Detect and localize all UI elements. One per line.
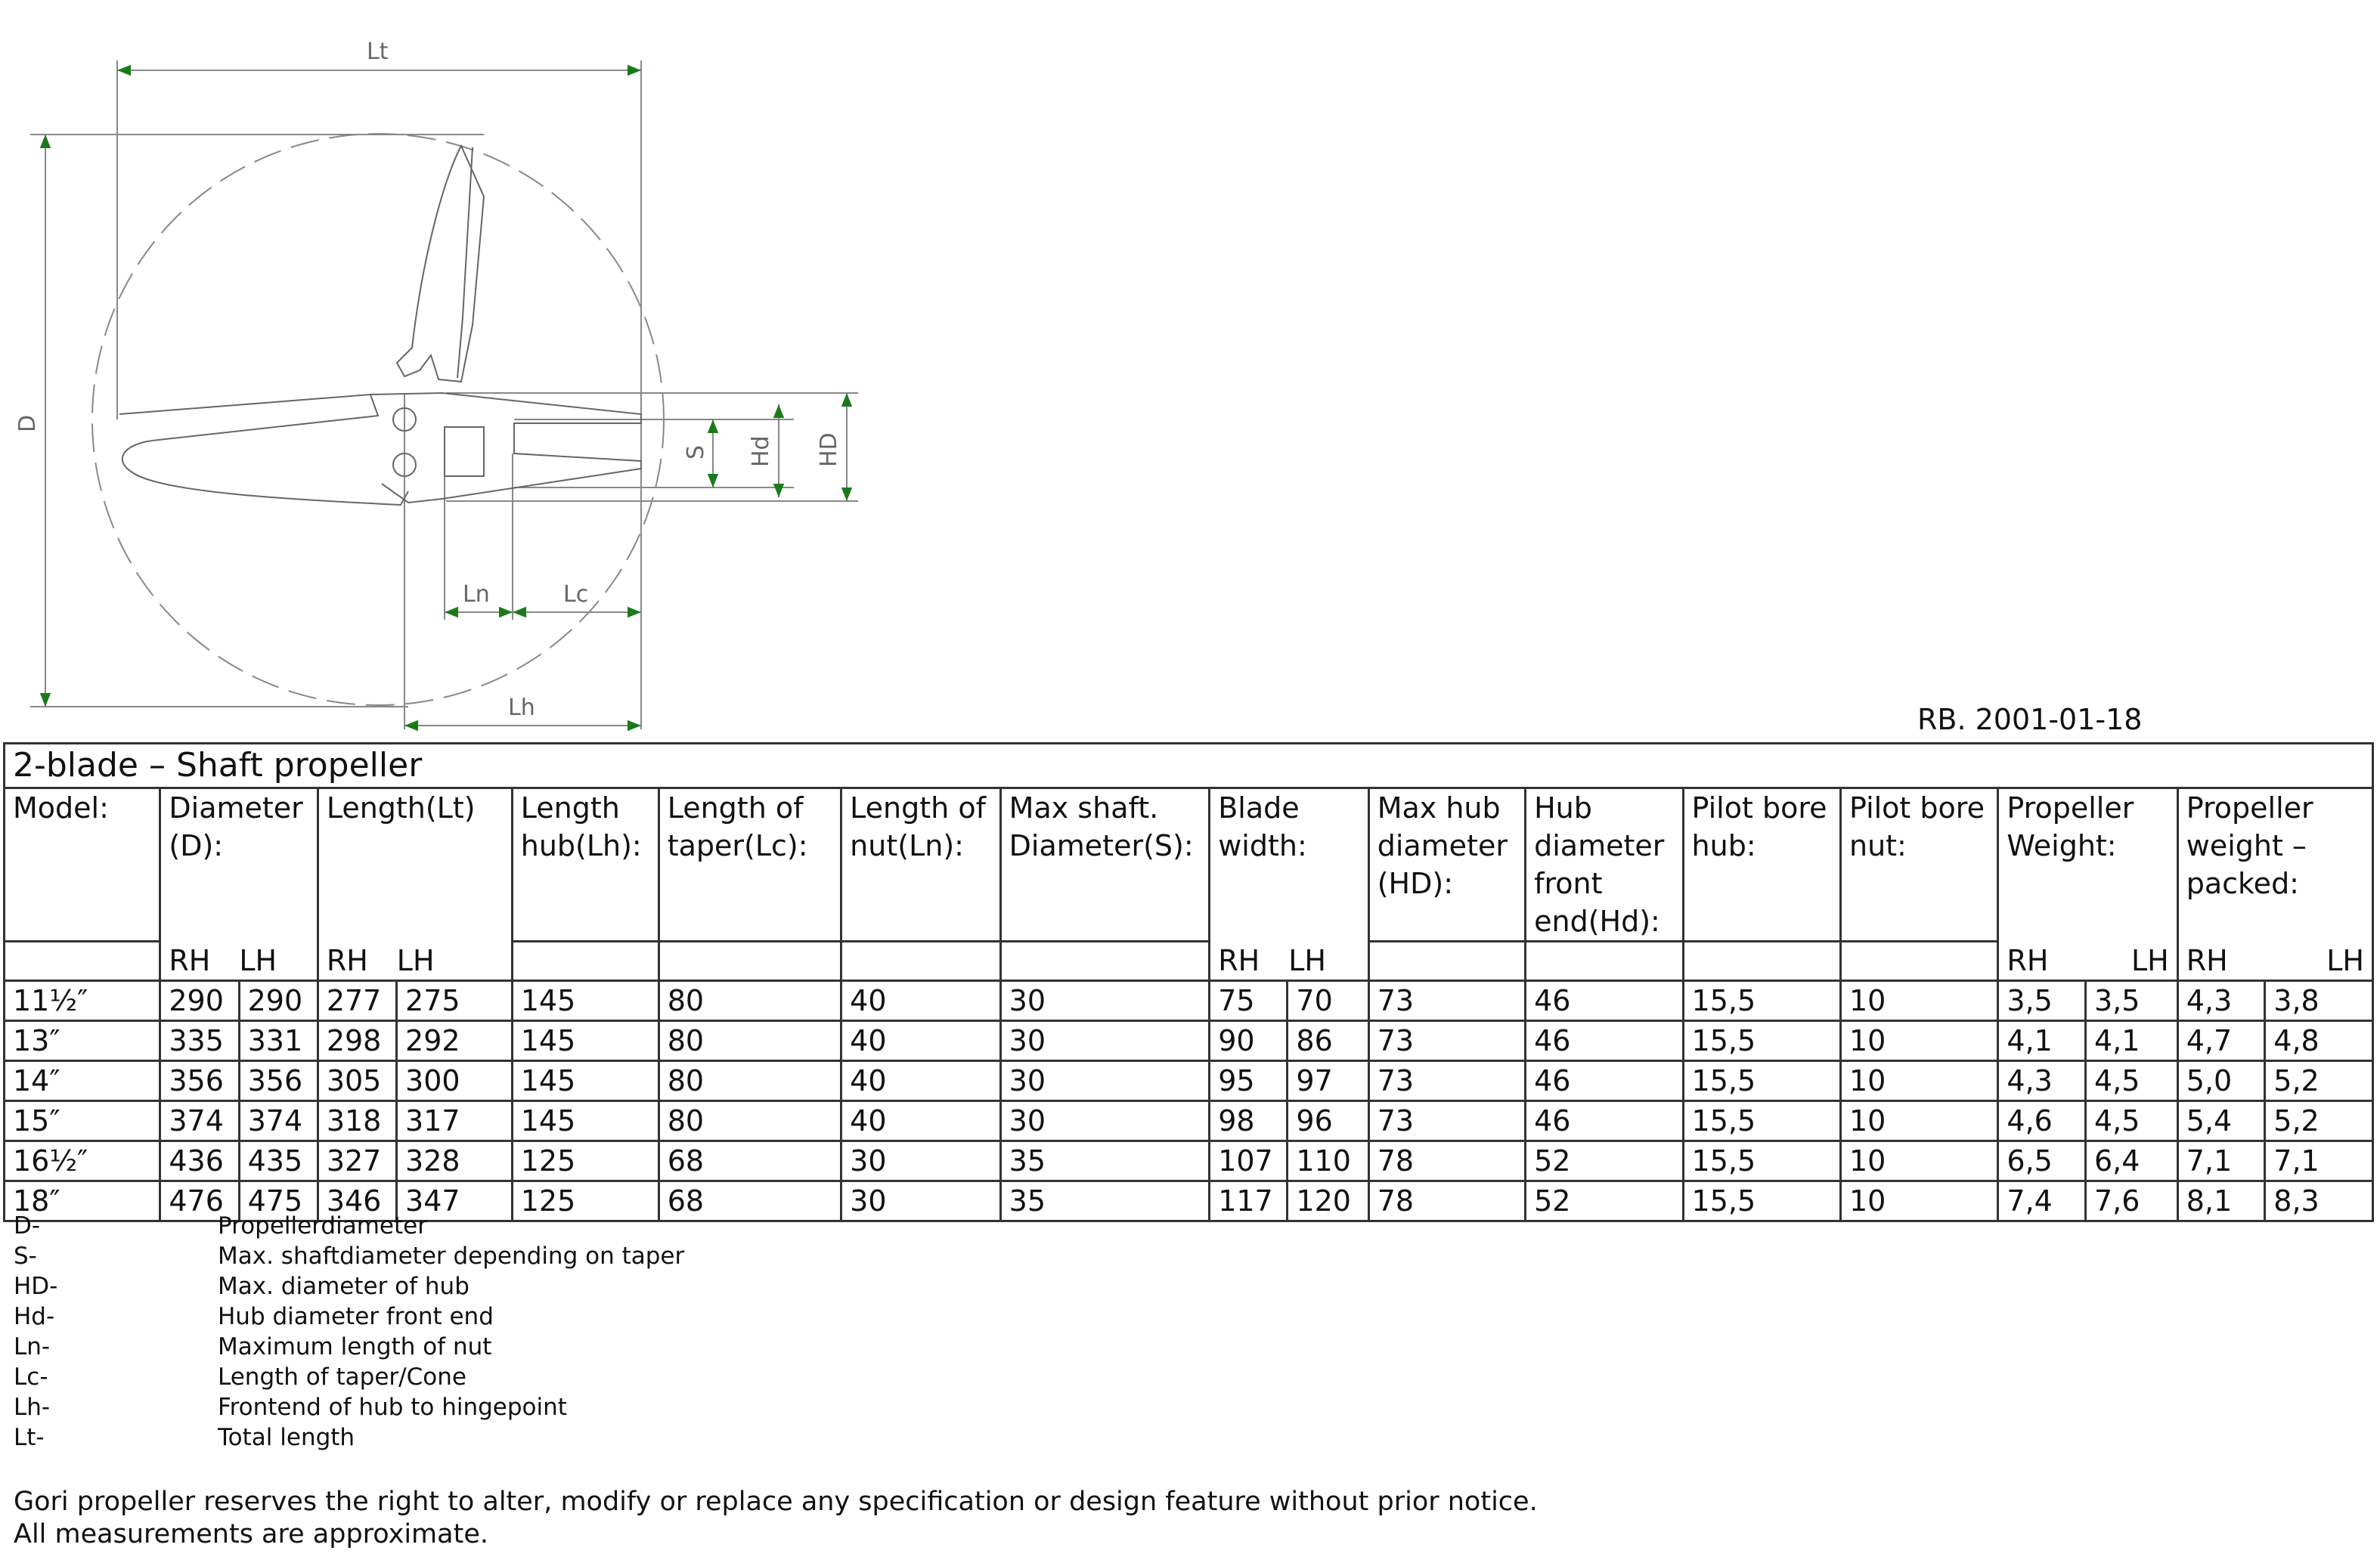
table-cell: 52 [1526, 1141, 1683, 1181]
table-cell: 435 [239, 1141, 318, 1181]
legend-row [14, 1211, 684, 1241]
table-cell: 35 [1000, 1181, 1210, 1221]
table-cell: 15,5 [1683, 980, 1840, 1020]
table-cell: 145 [512, 980, 659, 1020]
subheader-lh: LH [2131, 943, 2169, 977]
table-cell: 30 [1000, 1060, 1210, 1100]
dim-label-Lh: Lh [508, 695, 535, 721]
header-pilot-nut: Pilot bore nut: [1840, 788, 1997, 942]
table-cell: 10 [1840, 1181, 1997, 1221]
legend-row [14, 1422, 684, 1453]
table-cell: 7,6 [2085, 1181, 2177, 1221]
legend-row [14, 1301, 684, 1332]
table-row [5, 1100, 2373, 1141]
table-cell: 5,2 [2265, 1100, 2373, 1141]
table-cell: 4,5 [2085, 1060, 2177, 1100]
legend [14, 1211, 684, 1453]
table-cell: 8,3 [2265, 1181, 2373, 1221]
table-cell: 3,5 [2085, 980, 2177, 1020]
table-cell: 6,4 [2085, 1141, 2177, 1181]
table-cell: 331 [239, 1020, 318, 1060]
legend-description: Maximum length of nut [218, 1333, 492, 1360]
table-cell: 98 [1210, 1100, 1288, 1141]
legend-row [14, 1392, 684, 1422]
table-cell: 318 [318, 1100, 396, 1141]
subheader-lh: LH [396, 943, 435, 977]
footer-approx-note: All measurements are approximate. [14, 1519, 488, 1549]
legend-code: Hd- [14, 1303, 55, 1330]
table-cell: 305 [318, 1060, 396, 1100]
table-cell: 46 [1526, 1060, 1683, 1100]
table-cell: 6,5 [1998, 1141, 2086, 1181]
table-cell: 10 [1840, 1020, 1997, 1060]
table-cell: 436 [160, 1141, 239, 1181]
legend-code: D- [14, 1212, 41, 1240]
header-length-hub: Length hub(Lh): [512, 788, 659, 942]
table-cell: 52 [1526, 1181, 1683, 1221]
table-cell: 117 [1210, 1181, 1288, 1221]
legend-description: Hub diameter front end [218, 1303, 494, 1330]
table-cell: 80 [659, 1060, 841, 1100]
table-cell: 7,1 [2265, 1141, 2373, 1181]
table-cell: 15,5 [1683, 1060, 1840, 1100]
table-cell: 4,3 [1998, 1060, 2086, 1100]
table-cell: 90 [1210, 1020, 1288, 1060]
table-row [5, 1020, 2373, 1060]
table-cell: 277 [318, 980, 396, 1020]
table-cell: 80 [659, 980, 841, 1020]
subheader-lh: LH [1288, 943, 1326, 977]
dim-label-Hd: Hd [748, 435, 774, 467]
propeller-drawing [0, 0, 892, 741]
table-cell: 125 [512, 1181, 659, 1221]
table-cell: 73 [1368, 1060, 1525, 1100]
legend-row [14, 1241, 684, 1271]
table-cell: 80 [659, 1100, 841, 1141]
table-cell: 15,5 [1683, 1141, 1840, 1181]
table-cell: 15,5 [1683, 1100, 1840, 1141]
legend-code: Lt- [14, 1424, 45, 1451]
table-cell: 4,8 [2265, 1020, 2373, 1060]
table-cell: 356 [239, 1060, 318, 1100]
table-cell: 75 [1210, 980, 1288, 1020]
dim-label-Ln: Ln [463, 581, 490, 608]
header-diameter: Diameter (D): [160, 788, 318, 942]
table-cell: 4,6 [1998, 1100, 2086, 1141]
table-cell: 292 [397, 1020, 513, 1060]
table-cell: 476 [160, 1181, 239, 1221]
subheader-rh: RH [2186, 943, 2228, 977]
table-cell: 346 [318, 1181, 396, 1221]
table-cell: 78 [1368, 1181, 1525, 1221]
legend-row [14, 1332, 684, 1362]
table-cell: 73 [1368, 1020, 1525, 1060]
table-cell: 97 [1288, 1060, 1368, 1100]
legend-description: Propellerdiameter [218, 1212, 427, 1240]
table-cell: 35 [1000, 1141, 1210, 1181]
legend-row [14, 1271, 684, 1301]
header-length-taper: Length of taper(Lc): [659, 788, 841, 942]
subheader-rh: RH [326, 943, 368, 977]
header-max-hub: Max hub diameter (HD): [1368, 788, 1525, 942]
table-cell: 3,5 [1998, 980, 2086, 1020]
table-header-row [5, 788, 2373, 942]
table-cell: 4,1 [2085, 1020, 2177, 1060]
table-cell: 145 [512, 1100, 659, 1141]
dim-label-D: D [14, 414, 41, 432]
revision-label: RB. 2001-01-18 [1917, 703, 2143, 736]
table-cell: 3,8 [2265, 980, 2373, 1020]
legend-description: Frontend of hub to hingepoint [218, 1394, 567, 1421]
table-cell: 145 [512, 1060, 659, 1100]
table-cell: 30 [841, 1141, 1001, 1181]
table-cell: 30 [1000, 1100, 1210, 1141]
table-cell: 335 [160, 1020, 239, 1060]
table-cell: 374 [239, 1100, 318, 1141]
dim-label-HD: HD [816, 432, 842, 467]
table-cell: 356 [160, 1060, 239, 1100]
table-cell: 40 [841, 1060, 1001, 1100]
table-cell: 15,5 [1683, 1181, 1840, 1221]
table-cell: 80 [659, 1020, 841, 1060]
table-cell: 374 [160, 1100, 239, 1141]
subheader-rh: RH [169, 943, 211, 977]
table-cell: 40 [841, 980, 1001, 1020]
table-cell: 4,3 [2177, 980, 2265, 1020]
dim-label-S: S [683, 444, 709, 460]
table-cell: 290 [160, 980, 239, 1020]
table-cell: 290 [239, 980, 318, 1020]
table-row [5, 1060, 2373, 1100]
table-cell: 7,4 [1998, 1181, 2086, 1221]
table-cell: 46 [1526, 1100, 1683, 1141]
legend-code: Lh- [14, 1394, 51, 1421]
table-cell: 145 [512, 1020, 659, 1060]
header-max-shaft: Max shaft. Diameter(S): [1000, 788, 1210, 942]
model-cell: 15″ [5, 1100, 160, 1141]
legend-description: Total length [218, 1424, 355, 1451]
model-cell: 14″ [5, 1060, 160, 1100]
table-cell: 125 [512, 1141, 659, 1181]
table-cell: 298 [318, 1020, 396, 1060]
model-cell: 13″ [5, 1020, 160, 1060]
table-cell: 30 [1000, 980, 1210, 1020]
table-cell: 475 [239, 1181, 318, 1221]
table-cell: 10 [1840, 1141, 1997, 1181]
subheader-rh: RH [2007, 943, 2049, 977]
subheader-lh: LH [2326, 943, 2364, 977]
legend-description: Max. shaftdiameter depending on taper [218, 1243, 685, 1270]
table-cell: 10 [1840, 980, 1997, 1020]
header-prop-packed: Propeller weight – packed: [2177, 788, 2372, 942]
legend-code: Ln- [14, 1333, 51, 1360]
dim-label-Lc: Lc [563, 581, 589, 608]
table-cell: 10 [1840, 1060, 1997, 1100]
table-cell: 46 [1526, 980, 1683, 1020]
table-cell: 107 [1210, 1141, 1288, 1181]
header-blade-width: Blade width: [1210, 788, 1369, 942]
header-length: Length(Lt) [318, 788, 512, 942]
table-cell: 95 [1210, 1060, 1288, 1100]
table-cell: 347 [397, 1181, 513, 1221]
spec-table-body [5, 980, 2373, 1221]
header-hub-front: Hub diameter front end(Hd): [1526, 788, 1683, 942]
model-cell: 16½″ [5, 1141, 160, 1181]
legend-description: Max. diameter of hub [218, 1273, 469, 1300]
legend-row [14, 1362, 684, 1392]
footer [14, 1486, 1538, 1551]
table-cell: 5,2 [2265, 1060, 2373, 1100]
table-cell: 30 [841, 1181, 1001, 1221]
dim-label-Lt: Lt [367, 39, 389, 65]
legend-code: S- [14, 1243, 37, 1270]
table-cell: 73 [1368, 1100, 1525, 1141]
table-cell: 275 [397, 980, 513, 1020]
table-cell: 68 [659, 1181, 841, 1221]
table-row [5, 1141, 2373, 1181]
table-cell: 96 [1288, 1100, 1368, 1141]
table-cell: 5,0 [2177, 1060, 2265, 1100]
table-cell: 78 [1368, 1141, 1525, 1181]
legend-code: Lc- [14, 1363, 48, 1391]
model-cell: 18″ [5, 1181, 160, 1221]
table-cell: 8,1 [2177, 1181, 2265, 1221]
table-cell: 68 [659, 1141, 841, 1181]
header-model: Model: [5, 788, 160, 942]
legend-code: HD- [14, 1273, 58, 1300]
table-cell: 317 [397, 1100, 513, 1141]
header-length-nut: Length of nut(Ln): [841, 788, 1001, 942]
table-cell: 327 [318, 1141, 396, 1181]
header-prop-weight: Propeller Weight: [1998, 788, 2177, 942]
table-cell: 46 [1526, 1020, 1683, 1060]
table-cell: 300 [397, 1060, 513, 1100]
subheader-rh: RH [1218, 943, 1260, 977]
table-cell: 15,5 [1683, 1020, 1840, 1060]
legend-description: Length of taper/Cone [218, 1363, 466, 1391]
spec-table [3, 742, 2374, 1222]
table-subheader-row [5, 942, 2373, 981]
header-pilot-hub: Pilot bore hub: [1683, 788, 1840, 942]
table-cell: 328 [397, 1141, 513, 1181]
table-title: 2-blade – Shaft propeller [5, 744, 2373, 788]
subheader-lh: LH [239, 943, 277, 977]
table-cell: 120 [1288, 1181, 1368, 1221]
table-cell: 5,4 [2177, 1100, 2265, 1141]
table-cell: 4,1 [1998, 1020, 2086, 1060]
table-cell: 4,7 [2177, 1020, 2265, 1060]
table-cell: 110 [1288, 1141, 1368, 1181]
propeller-blade-lower [119, 395, 408, 505]
table-row [5, 980, 2373, 1020]
table-cell: 7,1 [2177, 1141, 2265, 1181]
table-cell: 4,5 [2085, 1100, 2177, 1141]
footer-disclaimer: Gori propeller reserves the right to alter, modify or replace any specification or design feature without prior notice. [14, 1487, 1538, 1517]
table-cell: 30 [1000, 1020, 1210, 1060]
table-cell: 40 [841, 1100, 1001, 1141]
table-cell: 73 [1368, 980, 1525, 1020]
model-cell: 11½″ [5, 980, 160, 1020]
table-cell: 10 [1840, 1100, 1997, 1141]
table-cell: 86 [1288, 1020, 1368, 1060]
table-cell: 40 [841, 1020, 1001, 1060]
table-cell: 70 [1288, 980, 1368, 1020]
